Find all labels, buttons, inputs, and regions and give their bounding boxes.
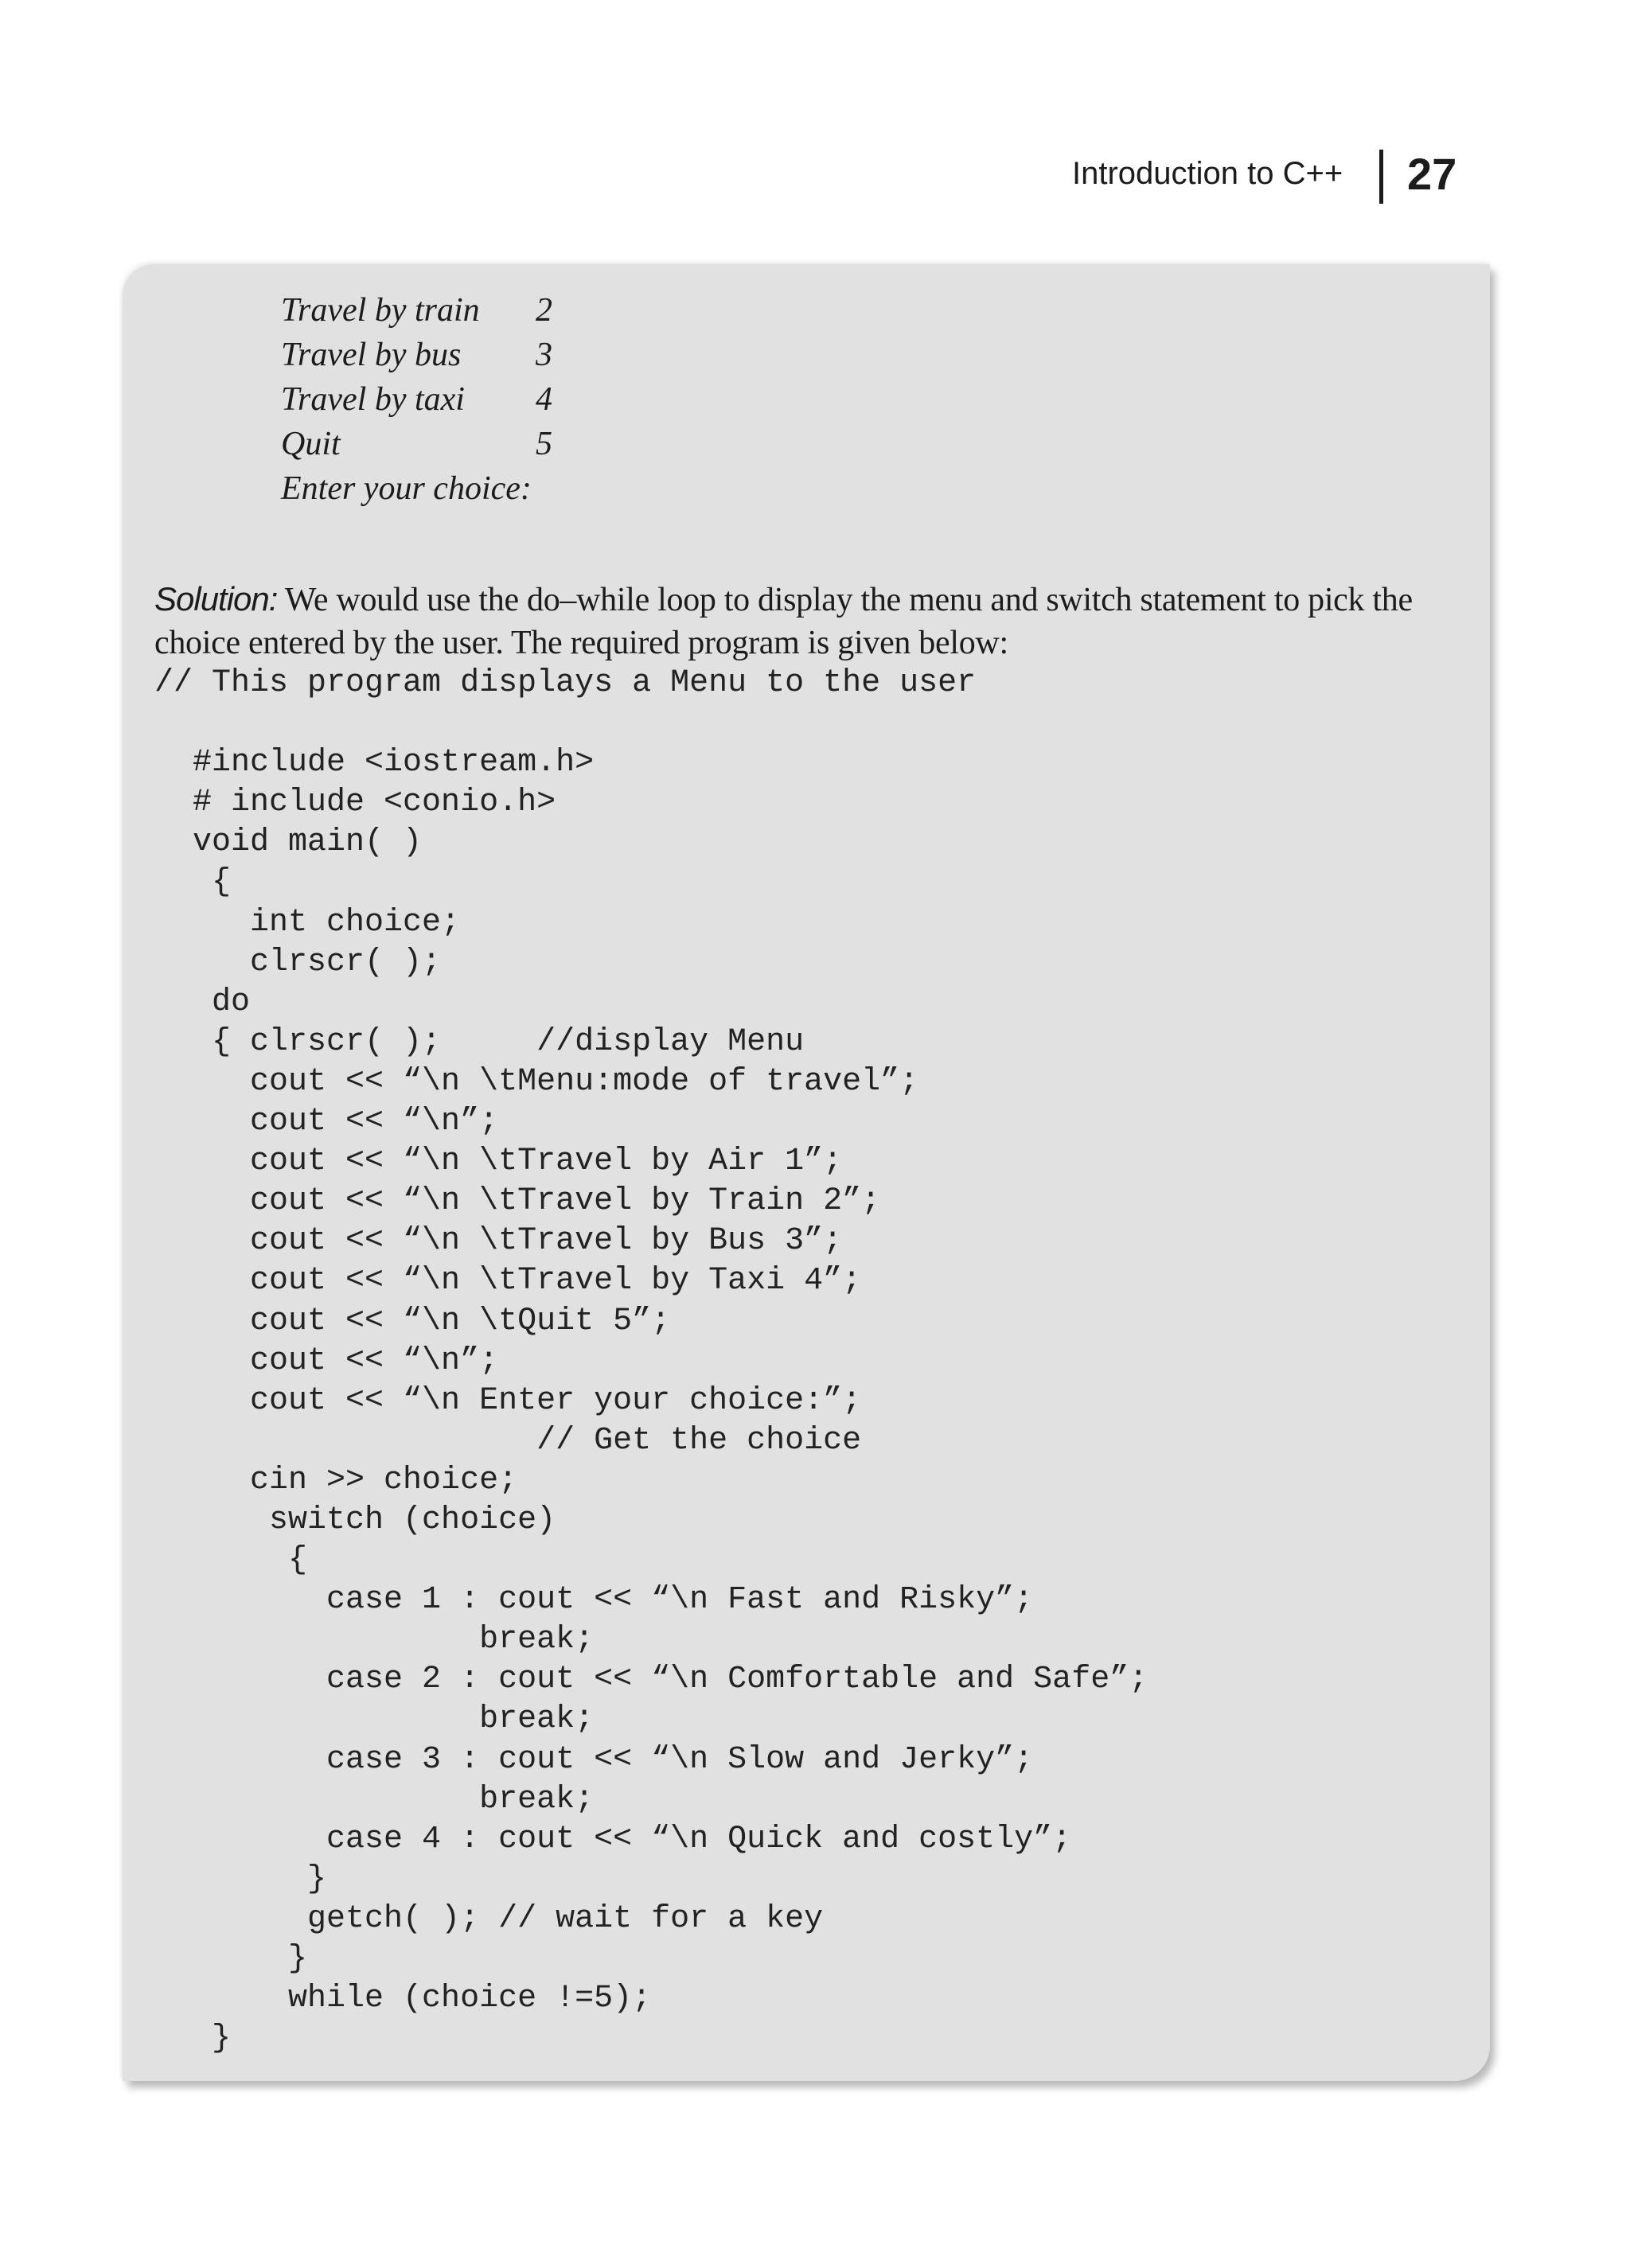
code-line: }: [154, 2021, 232, 2057]
code-line: void main( ): [154, 824, 423, 861]
code-line: case 1 : cout << “\n Fast and Risky”;: [154, 1582, 1034, 1619]
code-line: int choice;: [154, 904, 461, 941]
code-line: case 2 : cout << “\n Comfortable and Safe”;: [154, 1662, 1148, 1698]
menu-output: [281, 288, 567, 511]
code-line: cout << “\n \tTravel by Air 1”;: [154, 1144, 843, 1180]
code-line: getch( ); // wait for a key: [154, 1900, 824, 1937]
code-line: break;: [154, 1781, 595, 1818]
code-line: { clrscr( ); //display Menu: [154, 1023, 805, 1060]
chapter-title: Introduction to C++: [1072, 156, 1343, 191]
code-listing: [154, 664, 1148, 2059]
code-line: break;: [154, 1622, 595, 1658]
solution-text: We would use the do–while loop to display the menu and switch statement to pick the choice entered by the user. The required program is given below:: [154, 582, 1413, 661]
menu-item-number: 4: [536, 381, 552, 418]
code-line: # include <conio.h>: [154, 785, 556, 821]
code-line: #include <iostream.h>: [154, 745, 595, 781]
menu-item: [281, 422, 567, 466]
menu-item-label: Travel by taxi: [281, 381, 465, 418]
solution-label: Solution:: [154, 580, 278, 618]
code-line: {: [154, 864, 232, 901]
code-line: cout << “\n \tTravel by Train 2”;: [154, 1183, 881, 1220]
code-line: [154, 703, 1148, 743]
solution-paragraph: [154, 578, 1468, 664]
code-line: }: [154, 1861, 327, 1897]
code-line: cout << “\n \tTravel by Taxi 4”;: [154, 1263, 862, 1300]
code-line: cout << “\n Enter your choice:”;: [154, 1382, 862, 1419]
menu-item-label: Quit: [281, 426, 341, 462]
code-line: break;: [154, 1701, 595, 1738]
code-line: cout << “\n”;: [154, 1342, 499, 1379]
header-divider: [1379, 150, 1383, 204]
code-line: cout << “\n \tMenu:mode of travel”;: [154, 1063, 919, 1100]
code-line: cout << “\n \tQuit 5”;: [154, 1303, 671, 1339]
menu-item-label: Travel by train: [281, 292, 480, 329]
menu-item-number: 3: [536, 337, 552, 373]
menu-item: [281, 377, 567, 422]
menu-item-number: 5: [536, 426, 552, 462]
code-line: cin >> choice;: [154, 1462, 518, 1498]
code-line: }: [154, 1941, 308, 1977]
code-line: // Get the choice: [154, 1422, 862, 1459]
menu-item-number: 2: [536, 292, 552, 329]
code-line: case 3 : cout << “\n Slow and Jerky”;: [154, 1741, 1034, 1778]
menu-item-label: Travel by bus: [281, 337, 462, 373]
page-number: 27: [1407, 149, 1457, 199]
code-line: {: [154, 1542, 308, 1579]
code-line: clrscr( );: [154, 944, 442, 980]
menu-prompt: Enter your choice:: [281, 470, 532, 507]
code-line: cout << “\n \tTravel by Bus 3”;: [154, 1223, 843, 1260]
code-line: while (choice !=5);: [154, 1981, 652, 2017]
code-line: // This program displays a Menu to the user: [154, 665, 977, 701]
code-line: cout << “\n”;: [154, 1104, 499, 1140]
code-line: switch (choice): [154, 1502, 556, 1538]
code-line: do: [154, 984, 251, 1020]
code-line: case 4 : cout << “\n Quick and costly”;: [154, 1821, 1072, 1857]
menu-item: [281, 333, 567, 377]
menu-item: [281, 288, 567, 333]
